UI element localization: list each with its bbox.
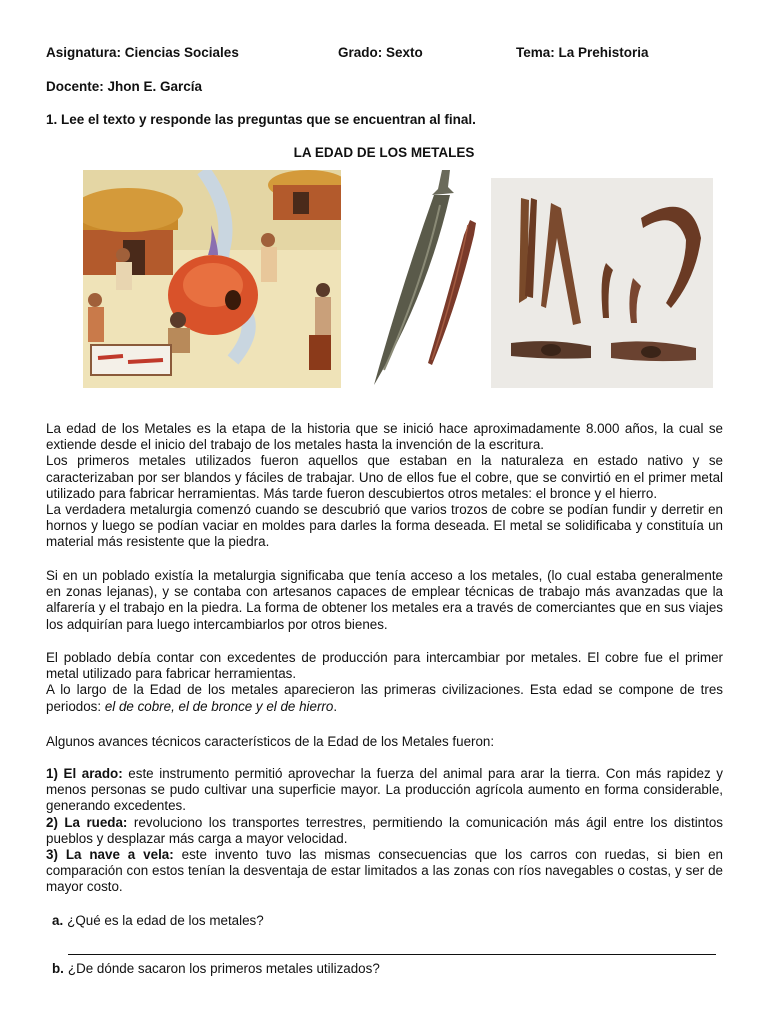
paragraph-1: La edad de los Metales es la etapa de la historia que se inició hace aproximadamente 8.000 años, la cual se extiende desde el inicio del trabajo de los metales hasta la invención de la escritura. xyxy=(46,421,723,453)
page-title: LA EDAD DE LOS METALES xyxy=(293,145,475,160)
answer-line[interactable] xyxy=(68,954,716,955)
paragraph-6: A lo largo de la Edad de los metales aparecieron las primeras civilizaciones. Esta edad se compone de tres periodos: el de cobre, el de bronce y el de hierro. xyxy=(46,682,723,714)
question-a: a. ¿Qué es la edad de los metales? xyxy=(52,913,264,928)
advance-sail: 3) La nave a vela: este invento tuvo las mismas consecuencias que los carros con ruedas, si bien en comparación con estos tenían la desventaja de estar limitados a las zonas con ríos navegables o costas, y ser de mayor costo. xyxy=(46,847,723,895)
paragraph-4: Si en un poblado existía la metalurgia significaba que tenía acceso a los metales, (lo cual estaba generalmente en zonas lejanas), y se contaba con artesanos capaces de emplear técnicas de trabajo más avanzadas que la alfarería y el trabajo en la piedra. La forma de obtener los metales era a través de comerciantes que en sus viajes los adquirían para luego intercambiarlos por otros bienes. xyxy=(46,568,723,632)
instruction: 1. Lee el texto y responde las preguntas que se encuentran al final. xyxy=(46,112,476,127)
paragraph-3: La verdadera metalurgia comenzó cuando se descubrió que varios trozos de cobre se podían fundir y derretir en hornos y luego se podían vaciar en moldes para darles la forma deseada. El metal se solidificaba y constituía un material más resistente que la piedra. xyxy=(46,502,723,550)
grade-label: Grado: Sexto xyxy=(338,45,423,60)
question-b: b. ¿De dónde sacaron los primeros metales utilizados? xyxy=(52,961,380,976)
advance-wheel: 2) La rueda: revoluciono los transportes terrestres, permitiendo la comunicación más ágil entre los distintos pueblos y desplazar más carga a mayor velocidad. xyxy=(46,814,723,846)
paragraph-2: Los primeros metales utilizados fueron aquellos que estaban en la naturaleza en estado nativo y se caracterizaban por ser blandos y fáciles de trabajar. Uno de ellos fue el cobre, que se convirtió en el primer metal utilizado para fabricar herramientas. Más tarde fueron descubiertos otros metales: el bronce y el hierro. xyxy=(46,453,723,501)
topic-label: Tema: La Prehistoria xyxy=(516,45,649,60)
body-text-block-2 xyxy=(46,650,723,715)
metal-tools-photo xyxy=(491,178,713,388)
bronze-swords-photo xyxy=(362,165,480,390)
subject-label: Asignatura: Ciencias Sociales xyxy=(46,45,239,60)
paragraph-7: Algunos avances técnicos característicos de la Edad de los Metales fueron: xyxy=(46,734,495,749)
body-text-block-1 xyxy=(46,421,723,551)
village-metallurgy-illustration xyxy=(83,170,341,388)
teacher-label: Docente: Jhon E. García xyxy=(46,79,203,94)
paragraph-5: El poblado debía contar con excedentes de producción para intercambiar por metales. El cobre fue el primer metal utilizado para fabricar herramientas. xyxy=(46,650,723,682)
advance-plow: 1) El arado: este instrumento permitió aprovechar la fuerza del animal para arar la tierra. Con más rapidez y menos personas se pudo cultivar una superficie mayor. La producción agrícola aumento en forma considerable, generando excedentes. xyxy=(46,766,723,814)
periods-italic: el de cobre, el de bronce y el de hierro xyxy=(104,698,334,714)
advances-list xyxy=(46,766,723,896)
